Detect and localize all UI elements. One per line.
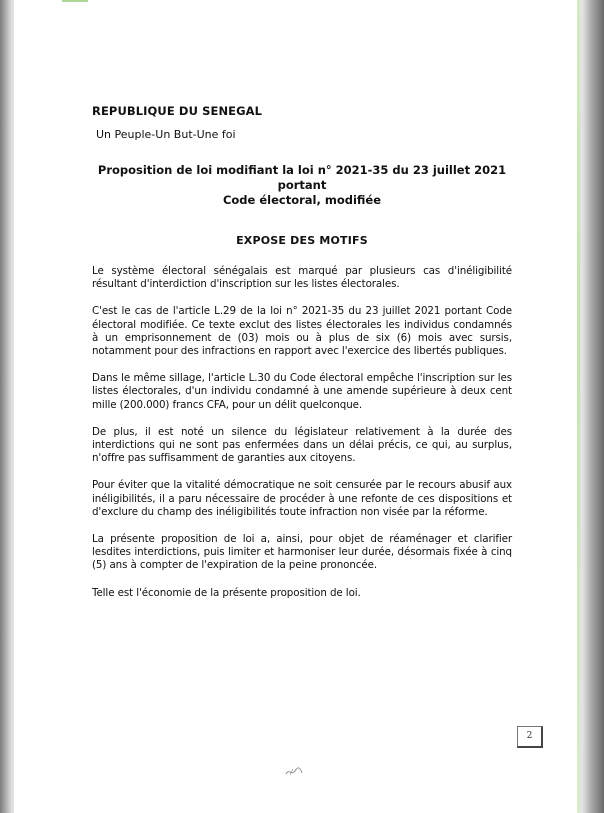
handwritten-initials-icon <box>284 764 304 778</box>
paragraph-6: La présente proposition de loi a, ainsi, pour objet de réaménager et clarifier lesdites interdictions, puis limiter et harmoniser leur durée, désormais fixée à cinq (5) ans à compter de l'expiration de la peine prononcée. <box>92 533 512 572</box>
document-page <box>14 0 580 813</box>
paragraph-4: De plus, il est noté un silence du législateur relativement à la durée des interdictions qui ne sont pas enfermées dans un délai précis, ce qui, au surplus, n'offre pas suffisamment de garanties aux citoyens. <box>92 425 512 465</box>
paragraph-7: Telle est l'économie de la présente proposition de loi. <box>92 586 361 599</box>
page-content <box>92 104 512 600</box>
paragraph-2: C'est le cas de l'article L.29 de la loi n° 2021-35 du 23 juillet 2021 portant Code électoral modifiée. Ce texte exclut des listes électorales les individus condamnés à un emprisonnement de (03) mois ou à plus de six (6) mois avec sursis, notamment pour des infractions en rapport avec l'exercice des libertés publiques. <box>92 305 512 358</box>
paragraph-1: Le système électoral sénégalais est marqué par plusieurs cas d'inéligibilité résultant d'interdiction d'inscription sur les listes électorales. <box>92 265 512 291</box>
scan-mark <box>62 0 88 2</box>
section-title: EXPOSE DES MOTIFS <box>236 234 368 247</box>
page-number: 2 <box>517 726 543 748</box>
country-heading: REPUBLIQUE DU SENEGAL <box>92 104 263 118</box>
bill-title-line-2: Code électoral, modifiée <box>222 193 382 207</box>
paragraph-5: Pour éviter que la vitalité démocratique ne soit censurée par le recours abusif aux inéligibilités, il a paru nécessaire de procéder à une refonte de ces dispositions et d'exclure du champ des inéligibilités toute infraction non visée par la réforme. <box>92 479 512 518</box>
national-motto: Un Peuple-Un But-Une foi <box>96 128 236 141</box>
paragraph-3: Dans le même sillage, l'article L.30 du Code électoral empêche l'inscription sur les listes électorales, d'un individu condamné à une amende supérieure à deux cent mille (200.000) francs CFA, pour un délit quelconque. <box>92 372 512 411</box>
bill-title <box>92 163 512 208</box>
bill-title-line-1: Proposition de loi modifiant la loi n° 2021-35 du 23 juillet 2021 portant <box>97 163 507 192</box>
page-edge <box>577 0 580 813</box>
